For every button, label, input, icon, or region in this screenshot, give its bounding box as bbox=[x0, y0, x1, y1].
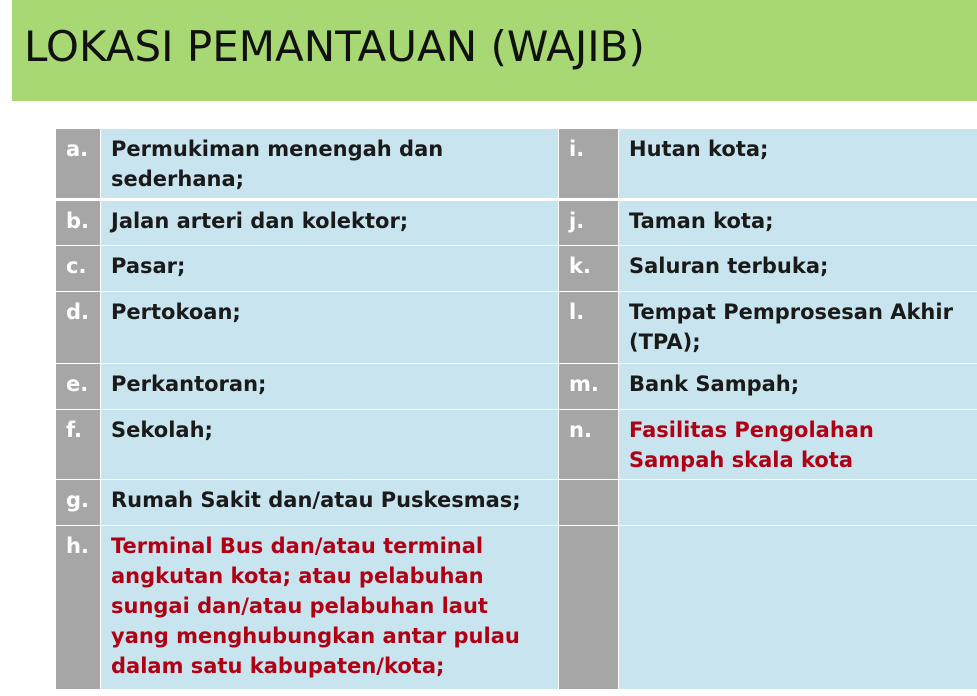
row-letter: n. bbox=[559, 410, 619, 480]
row-item: Hutan kota; bbox=[619, 129, 977, 200]
row-item-empty bbox=[619, 480, 977, 526]
table-row bbox=[56, 129, 977, 200]
row-letter: f. bbox=[56, 410, 101, 480]
row-letter: g. bbox=[56, 480, 101, 526]
table-row bbox=[56, 410, 977, 480]
row-letter: h. bbox=[56, 526, 101, 690]
title-banner bbox=[12, 0, 977, 101]
row-letter: b. bbox=[56, 200, 101, 246]
row-letter: e. bbox=[56, 364, 101, 410]
row-item: Jalan arteri dan kolektor; bbox=[101, 200, 559, 246]
row-letter-empty bbox=[559, 480, 619, 526]
row-letter: l. bbox=[559, 292, 619, 364]
row-letter: m. bbox=[559, 364, 619, 410]
row-letter: d. bbox=[56, 292, 101, 364]
row-item: Pasar; bbox=[101, 246, 559, 292]
table-row bbox=[56, 526, 977, 690]
page-title: LOKASI PEMANTAUAN (WAJIB) bbox=[24, 22, 645, 71]
row-letter: a. bbox=[56, 129, 101, 200]
row-item: Tempat Pemprosesan Akhir (TPA); bbox=[619, 292, 977, 364]
row-letter: j. bbox=[559, 200, 619, 246]
row-letter: i. bbox=[559, 129, 619, 200]
row-item: Taman kota; bbox=[619, 200, 977, 246]
table-row bbox=[56, 200, 977, 246]
row-item-empty bbox=[619, 526, 977, 690]
row-item: Permukiman menengah dan sederhana; bbox=[101, 129, 559, 200]
row-item-highlighted: Terminal Bus dan/atau terminal angkutan kota; atau pelabuhan sungai dan/atau pelabuhan laut yang menghubungkan antar pulau dalam satu kabupaten/kota; bbox=[101, 526, 559, 690]
row-letter-empty bbox=[559, 526, 619, 690]
table-row bbox=[56, 364, 977, 410]
monitoring-locations-table bbox=[55, 128, 977, 690]
row-item: Saluran terbuka; bbox=[619, 246, 977, 292]
table-row bbox=[56, 292, 977, 364]
row-item: Pertokoan; bbox=[101, 292, 559, 364]
row-letter: c. bbox=[56, 246, 101, 292]
table-row bbox=[56, 246, 977, 292]
row-item-highlighted: Fasilitas Pengolahan Sampah skala kota bbox=[619, 410, 977, 480]
row-item: Rumah Sakit dan/atau Puskesmas; bbox=[101, 480, 559, 526]
row-letter: k. bbox=[559, 246, 619, 292]
row-item: Perkantoran; bbox=[101, 364, 559, 410]
table-row bbox=[56, 480, 977, 526]
row-item: Sekolah; bbox=[101, 410, 559, 480]
row-item: Bank Sampah; bbox=[619, 364, 977, 410]
